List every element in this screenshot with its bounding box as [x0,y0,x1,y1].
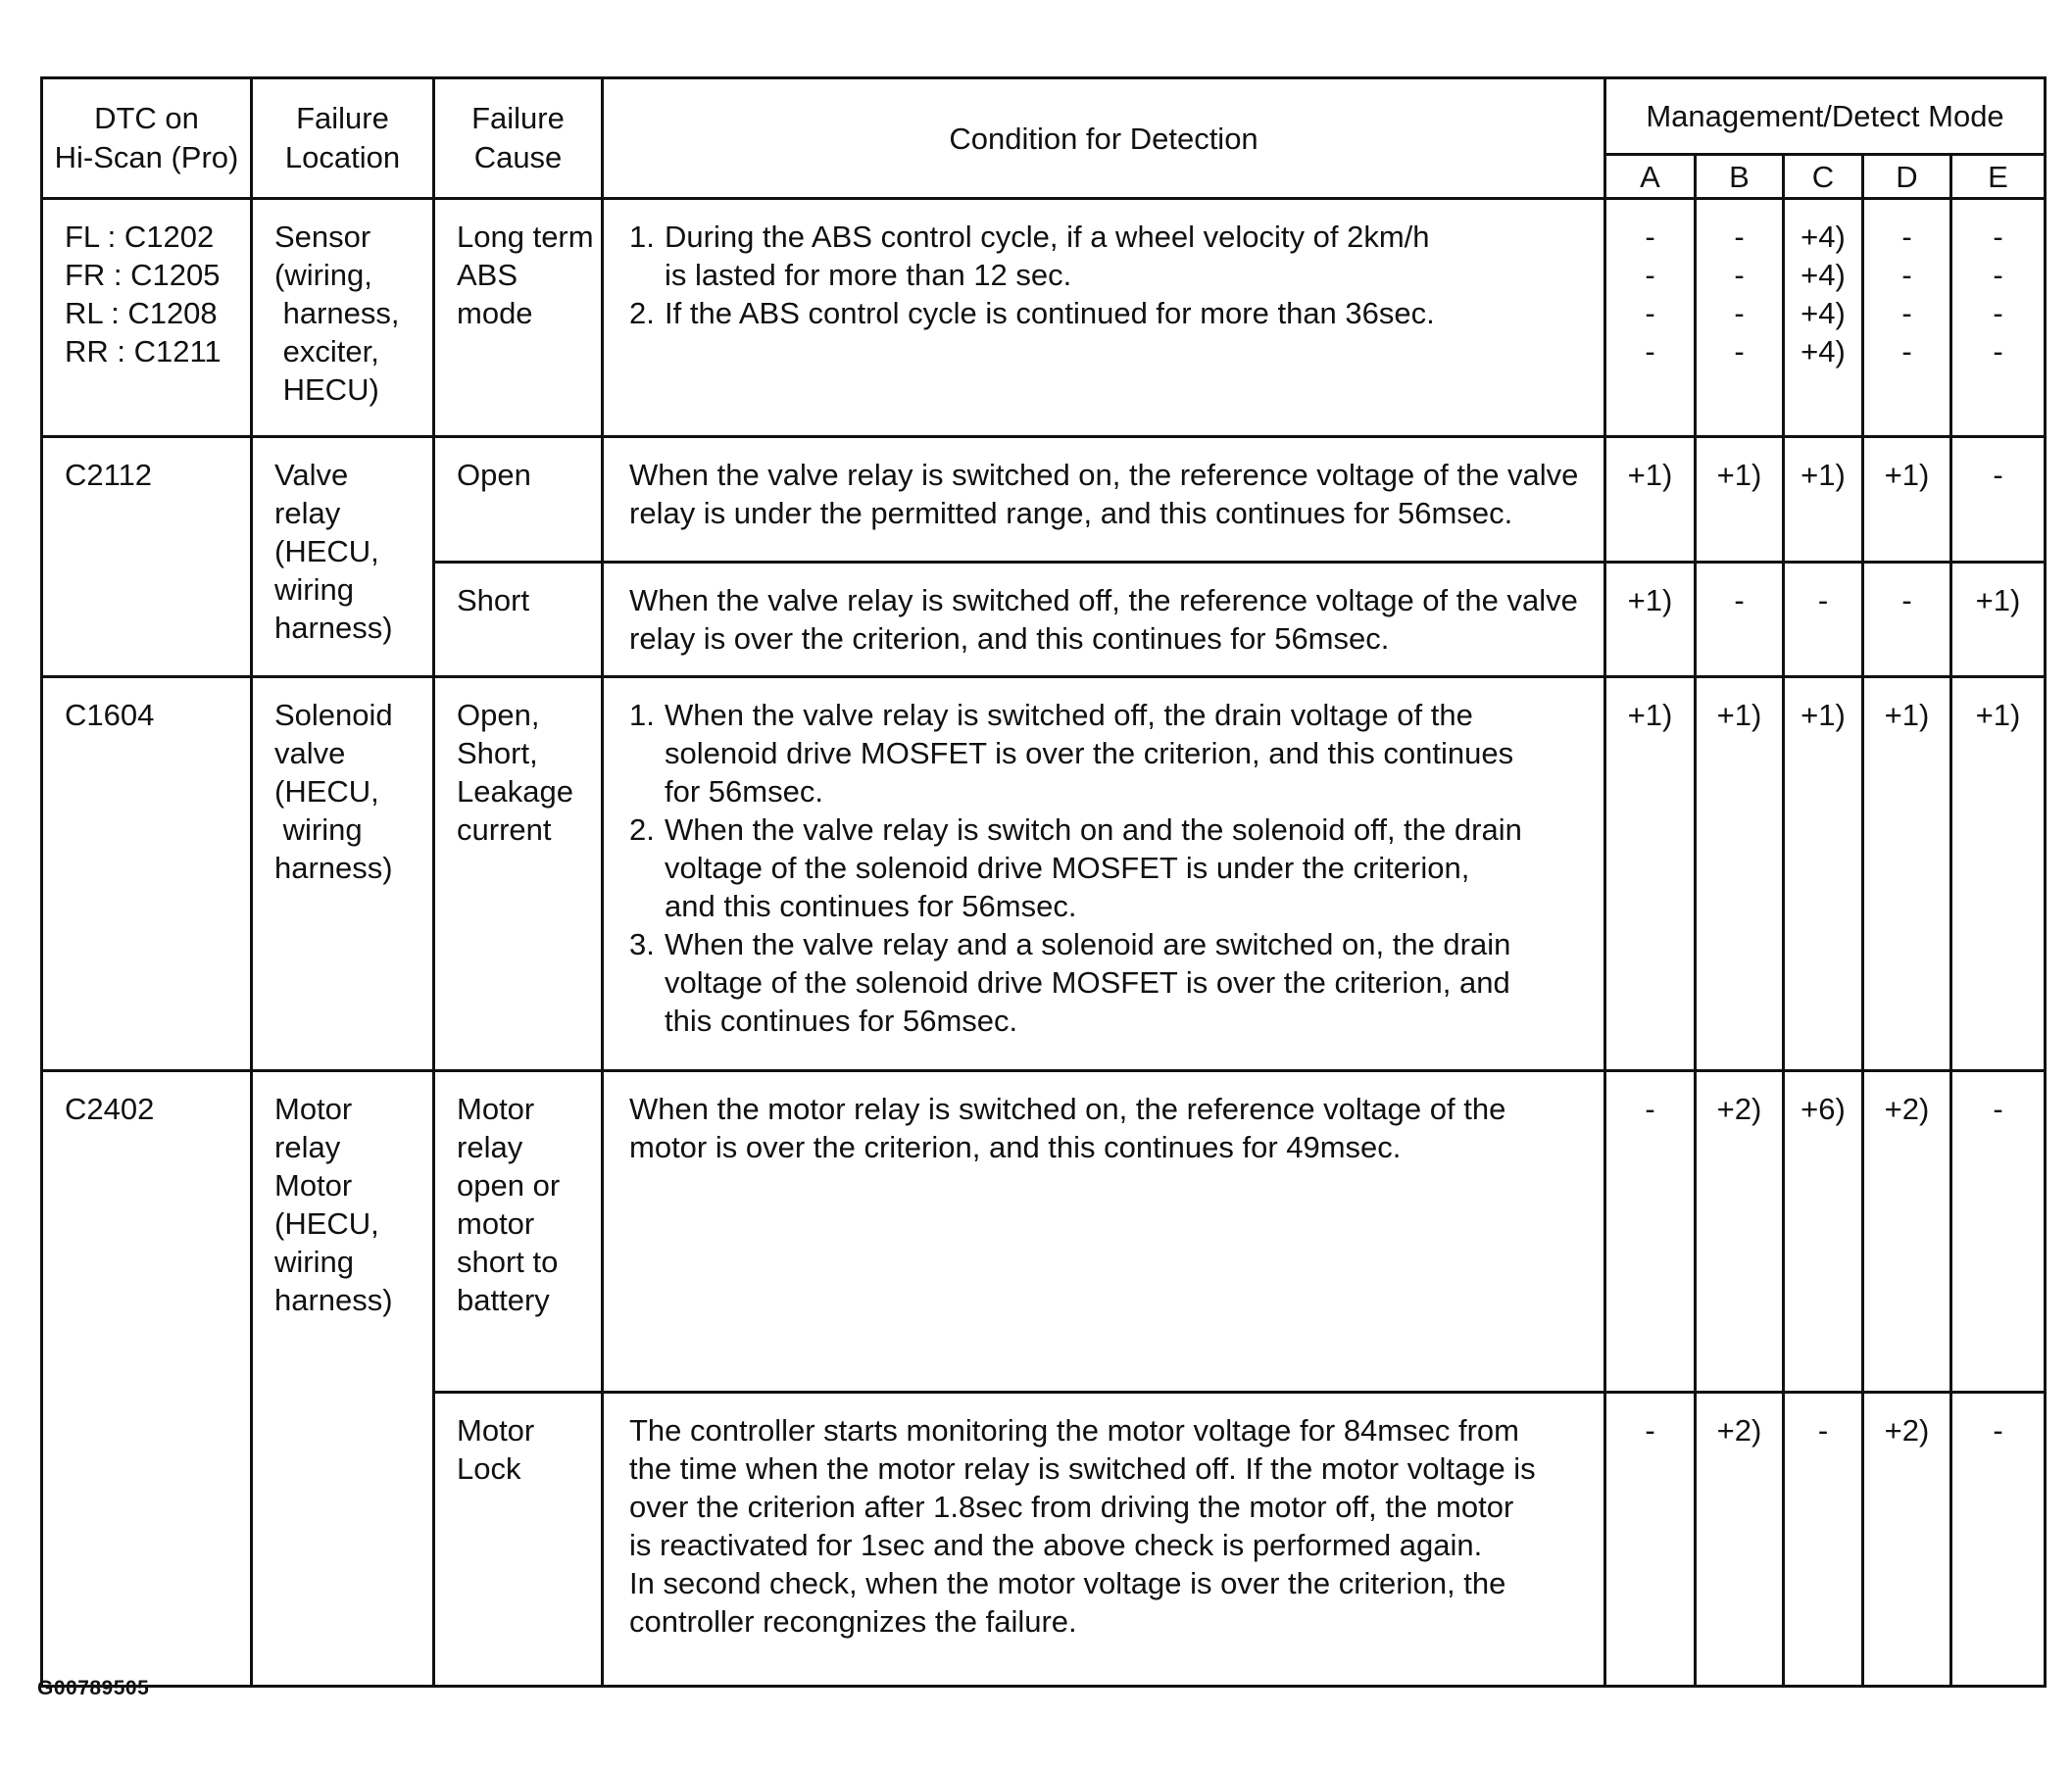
failure-location-cell-line: relay [274,496,341,530]
mode-e-cell [1951,677,2046,1071]
header-line: Location [284,140,401,174]
condition-line: When the valve relay is switch on and the solenoid off, the drain [665,812,1522,847]
condition-cell [603,199,1605,437]
condition-item [629,696,1600,810]
mode-value: - [1993,1092,2003,1126]
mode-value: +1) [1975,583,2021,617]
failure-cause-cell-line: Short [457,583,530,617]
condition-cell [603,437,1605,563]
mode-value: +2) [1884,1092,1930,1126]
header-cause [434,78,603,199]
table-row [42,677,2046,1071]
condition-item [629,810,1600,925]
failure-location-cell [252,677,434,1071]
figure-id: G00789505 [37,1677,150,1699]
mode-value: +1) [1801,458,1846,492]
dtc-code-cell-line: FL : C1202 [65,220,215,254]
mode-value: - [1901,220,1912,254]
mode-e-cell [1951,1071,2046,1393]
mode-value: - [1993,458,2003,492]
condition-line: When the valve relay and a solenoid are switched on, the drain [665,927,1511,961]
condition-item [629,925,1600,1040]
mode-d-cell [1863,1393,1951,1687]
condition-line: During the ABS control cycle, if a wheel velocity of 2km/h [665,220,1430,254]
mode-c-cell [1784,563,1863,677]
failure-cause-cell [434,1071,603,1393]
mode-b-cell [1696,199,1784,437]
mode-value: +1) [1627,583,1673,617]
condition-number: 1. [629,698,655,732]
condition-line: motor is over the criterion, and this continues for 49msec. [629,1130,1402,1164]
failure-location-cell [252,1071,434,1687]
dtc-code-cell [42,437,252,677]
mode-value: +1) [1627,458,1673,492]
condition-line: relay is over the criterion, and this continues for 56msec. [629,621,1390,656]
condition-number: 3. [629,927,655,961]
mode-a-cell [1605,1393,1696,1687]
mode-value: - [1901,334,1912,368]
failure-location-cell-line: valve [274,736,346,770]
failure-location-cell-line: relay [274,1130,341,1164]
dtc-code-cell-line: RL : C1208 [65,296,218,330]
header-line: Hi-Scan (Pro) [54,140,239,174]
mode-d-cell [1863,677,1951,1071]
mode-d-cell [1863,563,1951,677]
mode-value: +1) [1884,458,1930,492]
condition-line: When the valve relay is switched off, the reference voltage of the valve [629,583,1578,617]
failure-location-cell-line: Valve [274,458,349,492]
dtc-code-cell-line: FR : C1205 [65,258,221,292]
condition-line: solenoid drive MOSFET is over the criterion, and this continues [665,736,1514,770]
failure-location-cell-line: Solenoid [274,698,393,732]
condition-number: 2. [629,812,655,847]
mode-value: - [1901,296,1912,330]
table-row [42,1071,2046,1393]
failure-location-cell [252,437,434,677]
dtc-table [40,76,2047,1688]
mode-e-cell [1951,199,2046,437]
condition-line: If the ABS control cycle is continued for more than 36sec. [665,296,1435,330]
dtc-code-cell [42,199,252,437]
header-mode-title: Management/Detect Mode [1605,78,2046,155]
condition-line: this continues for 56msec. [665,1004,1018,1038]
header-mode-e: E [1951,155,2046,199]
header-line: Cause [473,140,563,174]
mode-value: - [1993,1413,2003,1448]
failure-location-cell-line: (HECU, [274,774,379,809]
failure-cause-cell [434,563,603,677]
failure-cause-cell-line: Open [457,458,531,492]
condition-cell [603,1071,1605,1393]
mode-value: +6) [1801,1092,1846,1126]
mode-value: - [1734,334,1745,368]
mode-value: - [1817,1413,1829,1448]
failure-location-cell-line: harness) [274,851,393,885]
failure-cause-cell [434,437,603,563]
condition-item [629,294,1600,332]
condition-item [629,218,1600,294]
header-line: Failure [471,101,565,135]
header-mode-d: D [1863,155,1951,199]
condition-line: controller recongnizes the failure. [629,1604,1077,1639]
failure-cause-cell-line: motor [457,1206,535,1241]
mode-value: - [1645,1092,1655,1126]
failure-cause-cell [434,677,603,1071]
mode-value: - [1993,296,2003,330]
mode-value: +4) [1801,258,1846,292]
dtc-code-cell-line: C2112 [65,458,153,492]
failure-cause-cell-line: Open, [457,698,540,732]
failure-cause-cell-line: ABS [457,258,518,292]
condition-line: and this continues for 56msec. [665,889,1077,923]
mode-value: - [1901,258,1912,292]
mode-value: +2) [1884,1413,1930,1448]
mode-c-cell [1784,1071,1863,1393]
mode-d-cell [1863,1071,1951,1393]
mode-c-cell [1784,199,1863,437]
failure-location-cell-line: HECU) [274,372,379,407]
failure-location-cell-line: exciter, [274,334,379,368]
header-mode-a: A [1605,155,1696,199]
condition-cell [603,563,1605,677]
mode-value: - [1734,220,1745,254]
mode-c-cell [1784,437,1863,563]
failure-location-cell-line: harness) [274,1283,393,1317]
header-mode-c: C [1784,155,1863,199]
mode-value: - [1817,583,1829,617]
dtc-code-cell-line: RR : C1211 [65,334,222,368]
condition-line: The controller starts monitoring the motor voltage for 84msec from [629,1413,1519,1448]
mode-value: +1) [1627,698,1673,732]
mode-a-cell [1605,199,1696,437]
dtc-code-cell-line: C1604 [65,698,155,732]
mode-value: - [1645,220,1655,254]
failure-location-cell [252,199,434,437]
header-line: Failure [296,101,389,135]
mode-value: - [1993,220,2003,254]
mode-value: - [1645,1413,1655,1448]
failure-location-cell-line: (HECU, [274,534,379,568]
mode-value: +4) [1801,334,1846,368]
header-condition: Condition for Detection [603,78,1605,199]
condition-line: In second check, when the motor voltage is over the criterion, the [629,1566,1506,1600]
condition-line: voltage of the solenoid drive MOSFET is over the criterion, and [665,965,1510,1000]
mode-a-cell [1605,677,1696,1071]
mode-d-cell [1863,199,1951,437]
mode-e-cell [1951,1393,2046,1687]
condition-cell [603,1393,1605,1687]
failure-location-cell-line: harness) [274,611,393,645]
header-line: DTC on [94,101,199,135]
failure-cause-cell-line: battery [457,1283,550,1317]
failure-cause-cell-line: Lock [457,1451,521,1486]
mode-d-cell [1863,437,1951,563]
header-mode-b: B [1696,155,1784,199]
mode-value: - [1734,296,1745,330]
condition-line: over the criterion after 1.8sec from driving the motor off, the motor [629,1490,1514,1524]
mode-value: - [1993,334,2003,368]
failure-location-cell-line: Motor [274,1168,353,1203]
mode-value: - [1993,258,2003,292]
mode-value: - [1645,258,1655,292]
condition-number: 1. [629,220,655,254]
failure-location-cell-line: wiring [274,812,363,847]
mode-value: - [1901,583,1912,617]
failure-cause-cell-line: mode [457,296,533,330]
dtc-table-body [42,199,2046,1687]
dtc-code-cell [42,677,252,1071]
mode-value: +1) [1716,698,1762,732]
dtc-code-cell-line: C2402 [65,1092,155,1126]
condition-list [629,218,1600,332]
condition-line: When the motor relay is switched on, the reference voltage of the [629,1092,1506,1126]
condition-list [629,696,1600,1040]
failure-location-cell-line: wiring [274,572,354,607]
condition-line: is lasted for more than 12 sec. [665,258,1072,292]
condition-line: for 56msec. [665,774,823,809]
failure-location-cell-line: Sensor [274,220,371,254]
header-dtc [42,78,252,199]
mode-e-cell [1951,437,2046,563]
condition-line: is reactivated for 1sec and the above check is performed again. [629,1528,1483,1562]
failure-cause-cell-line: Motor [457,1092,535,1126]
failure-location-cell-line: (wiring, [274,258,372,292]
condition-line: When the valve relay is switched on, the reference voltage of the valve [629,458,1579,492]
failure-cause-cell-line: short to [457,1245,559,1279]
failure-cause-cell-line: Motor [457,1413,535,1448]
mode-a-cell [1605,563,1696,677]
failure-cause-cell-line: Leakage [457,774,573,809]
failure-location-cell-line: (HECU, [274,1206,379,1241]
mode-e-cell [1951,563,2046,677]
condition-line: relay is under the permitted range, and this continues for 56msec. [629,496,1513,530]
mode-value: +1) [1801,698,1846,732]
failure-cause-cell-line: Short, [457,736,538,770]
condition-line: the time when the motor relay is switched off. If the motor voltage is [629,1451,1536,1486]
mode-b-cell [1696,1393,1784,1687]
mode-b-cell [1696,1071,1784,1393]
failure-location-cell-line: Motor [274,1092,353,1126]
failure-cause-cell-line: Long term [457,220,594,254]
table-row [42,199,2046,437]
mode-value: +1) [1975,698,2021,732]
mode-value: +1) [1884,698,1930,732]
failure-cause-cell [434,1393,603,1687]
failure-cause-cell-line: open or [457,1168,561,1203]
header-location [252,78,434,199]
mode-c-cell [1784,677,1863,1071]
mode-value: - [1645,334,1655,368]
mode-b-cell [1696,437,1784,563]
failure-location-cell-line: wiring [274,1245,354,1279]
table-row [42,437,2046,563]
mode-value: +2) [1716,1092,1762,1126]
mode-value: +4) [1801,296,1846,330]
condition-line: When the valve relay is switched off, the drain voltage of the [665,698,1473,732]
failure-location-cell-line: harness, [274,296,400,330]
mode-c-cell [1784,1393,1863,1687]
mode-b-cell [1696,677,1784,1071]
failure-cause-cell-line: relay [457,1130,523,1164]
mode-value: +2) [1716,1413,1762,1448]
failure-cause-cell-line: current [457,812,552,847]
mode-value: - [1645,296,1655,330]
condition-cell [603,677,1605,1071]
mode-value: +1) [1716,458,1762,492]
dtc-code-cell [42,1071,252,1687]
mode-value: - [1734,583,1745,617]
mode-value: +4) [1801,220,1846,254]
mode-a-cell [1605,437,1696,563]
mode-value: - [1734,258,1745,292]
mode-b-cell [1696,563,1784,677]
condition-line: voltage of the solenoid drive MOSFET is under the criterion, [665,851,1470,885]
failure-cause-cell [434,199,603,437]
condition-number: 2. [629,296,655,330]
mode-a-cell [1605,1071,1696,1393]
